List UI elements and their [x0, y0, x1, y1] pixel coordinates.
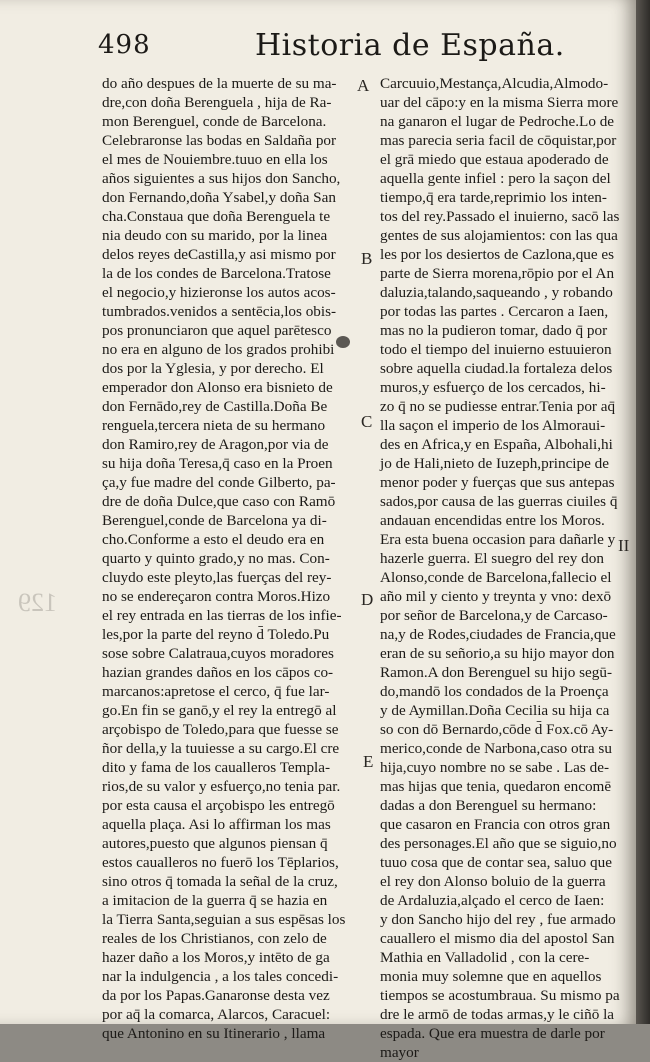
left-column-line: que Antonino en su Itinerario , llama [102, 1025, 326, 1042]
right-column-line: tiempos se acostumbraua. Su mismo pa [380, 987, 620, 1004]
left-column-line: cha.Constaua que doña Berenguela te [102, 208, 331, 225]
left-column-line: cho.Conforme a esto el deudo era en [102, 531, 325, 548]
left-column-line: nar la indulgencia , a los tales concedi- [102, 968, 339, 985]
left-column-line: hazer daño a los Moros,y intēto de ga [102, 949, 330, 966]
left-column-line: por aq̄ la comarca, Alarcos, Caracuel: [102, 1006, 331, 1023]
left-column-line: hazian grandes daños en los cāpos co- [102, 664, 334, 681]
right-column-line: tos del rey.Passado el inuierno, sacō las [380, 208, 620, 225]
right-column-line: parte de Sierra morena,rōpio por el An [380, 265, 615, 282]
left-column-line: da por los Papas.Ganaronse desta vez [102, 987, 330, 1004]
left-column-line: dito y fama de los caualleros Templa- [102, 759, 331, 776]
right-column-line: Era esta buena occasion para dañarle y [380, 531, 616, 548]
left-column-line: do año despues de la muerte de su ma- [102, 75, 337, 92]
left-column-line: nia deudo con su marido, por la linea [102, 227, 328, 244]
right-column-line: espada. Que era muestra de darle por [380, 1025, 605, 1042]
right-column-line: lla saçon el imperio de los Almoraui- [380, 417, 606, 434]
right-column-line: año mil y ciento y treynta y vno: dexō [380, 588, 612, 605]
right-edge-mark: II [618, 536, 630, 555]
left-column-line: rios,de su valor y esfuerço,no tenia par. [102, 778, 341, 795]
left-column-line: renguela,tercera nieta de su hermano [102, 417, 326, 434]
left-column-line: don Fernādo,rey de Castilla.Doña Be [102, 398, 328, 415]
left-column-line: don Ramiro,rey de Aragon,por via de [102, 436, 329, 453]
right-column-line: todo el tiempo del inuierno estuuieron [380, 341, 612, 358]
ink-smudge [336, 336, 350, 348]
right-column-line: tuuo cosa que de contar sea, saluo que [380, 854, 612, 871]
left-column-line: sino otros q̄ tomada la señal de la cruz, [102, 873, 338, 890]
right-column-line: eran de su señorio,a su hijo mayor don [380, 645, 615, 662]
margin-marker-d: D [361, 590, 374, 609]
right-column-line: des en Africa,y en España, Albohali,hi [380, 436, 613, 453]
right-text-column [380, 74, 624, 1062]
left-column-line: go.En fin se ganō,y el rey la entregō al [102, 702, 337, 719]
left-column-line: ça,y fue madre del conde Gilberto, pa- [102, 474, 336, 491]
margin-marker-a: A [357, 76, 370, 95]
right-column-line: monia muy solemne que en aquellos [380, 968, 602, 985]
right-column-line: andauan encendidas entre los Moros. [380, 512, 605, 529]
left-column-line: a imitacion de la guerra q̄ se hazia en [102, 892, 328, 909]
right-column-line: Ramon.A don Berenguel su hijo segū- [380, 664, 613, 681]
left-column-line: dre de doña Dulce,que caso con Ramō [102, 493, 336, 510]
margin-marker-e: E [363, 752, 374, 771]
right-column-line: Alonso,conde de Barcelona,fallecio el [380, 569, 612, 586]
right-column-line: por todas las partes . Cercaron a Iaen, [380, 303, 609, 320]
left-column-line: no se endereçaron contra Moros.Hizo [102, 588, 331, 605]
right-column-line: jo de Hali,nieto de Iuzeph,principe de [380, 455, 609, 472]
right-column-line: des personages.El año que se siguio,no [380, 835, 617, 852]
right-column-line: menor poder y fuerças que sus antepas [380, 474, 615, 491]
left-column-line: reales de los Christianos, con zelo de [102, 930, 327, 947]
right-column-line: hija,cuyo nombre no se sabe . Las de- [380, 759, 610, 776]
left-column-line: ñor della,y la tuuiesse a su cargo.El cre [102, 740, 340, 757]
margin-marker-b: B [361, 249, 373, 268]
left-column-line: mon Berenguel, conde de Barcelona. [102, 113, 327, 130]
right-column-line: na,y de Rodes,ciudades de Francia,que [380, 626, 616, 643]
left-column-line: quarto y quinto grado,y no mas. Con- [102, 550, 330, 567]
right-column-line: merico,conde de Narbona,caso otra su [380, 740, 612, 757]
page-header [0, 28, 636, 68]
right-column-line: mas hijas que tenia, quedaron encomē [380, 778, 612, 795]
right-column-line: y de Aymillan.Doña Cecilia su hija ca [380, 702, 610, 719]
right-column-line: cauallero el mismo dia del apostol San [380, 930, 615, 947]
left-text-column [102, 74, 362, 1043]
left-column-line: su hija doña Teresa,q̄ caso en la Proen [102, 455, 333, 472]
right-column-line: muros,y esfuerço de los cercados, hi- [380, 379, 606, 396]
left-column-line: aquella plaça. Asi lo affirman los mas [102, 816, 331, 833]
margin-marker-c: C [361, 412, 373, 431]
left-column-line: arçobispo de Toledo,para que fuesse se [102, 721, 339, 738]
left-column-line: autores,puesto que algunos piensan q̄ [102, 835, 328, 852]
left-column-line: la Tierra Santa,seguian a sus espēsas los [102, 911, 346, 928]
right-column-line: mas no la pudieron tomar, dado q̄ por [380, 322, 608, 339]
left-column-line: cluydo este pleyto,las fuerças del rey- [102, 569, 332, 586]
right-column-line: hazerle guerra. El suegro del rey don [380, 550, 604, 567]
right-column-line: que casaron en Francia con otros gran [380, 816, 611, 833]
right-column-line: daluzia,talando,saqueando , y robando [380, 284, 613, 301]
left-column-line: no era en alguno de los grados prohibi [102, 341, 335, 358]
left-column-line: les,por la parte del reyno d̄ Toledo.Pu [102, 626, 330, 643]
right-column-line: aquella gente infiel : pero la saçon del [380, 170, 611, 187]
left-column-line: dre,con doña Berenguela , hija de Ra- [102, 94, 332, 111]
left-column-line: la de los condes de Barcelona.Tratose [102, 265, 331, 282]
right-column-line: Carcuuio,Mestança,Alcudia,Almodo- [380, 75, 609, 92]
right-column-line: sados,por causa de las guerras ciuiles q̄ [380, 493, 618, 510]
left-column-line: estos caualleros no fuerō los Tēplarios, [102, 854, 339, 871]
left-column-line: dos por la Yglesia, y por derecho. El [102, 360, 324, 377]
right-column-line: sobre aquella ciudad.la fortaleza delos [380, 360, 613, 377]
right-column-line: tiempo,q̄ era tarde,reprimio los inten- [380, 189, 607, 206]
left-column-line: marcanos:apretose el cerco, q̄ fue lar- [102, 683, 330, 700]
bleed-through-number: 129 [18, 588, 57, 617]
left-column-line: el negocio,y hizieronse los autos acos- [102, 284, 336, 301]
right-column-line: na ganaron el lugar de Pedroche.Lo de [380, 113, 615, 130]
left-column-line: don Fernando,doña Ysabel,y doña San [102, 189, 336, 206]
right-column-line: mayor [380, 1044, 419, 1061]
right-column-line: el rey don Alonso boluio de la guerra [380, 873, 606, 890]
book-spine-shadow [636, 0, 650, 1024]
running-title: Historia de España. [255, 28, 565, 63]
right-column-line: y don Sancho hijo del rey , fue armado [380, 911, 616, 928]
right-column-line: do,mandō los condados de la Proença [380, 683, 609, 700]
right-column-line: dre le armō de todas armas,y le ciñō la [380, 1006, 615, 1023]
right-column-line: por señor de Barcelona,y de Carcaso- [380, 607, 608, 624]
right-column-line: so con dō Bernardo,cōde d̄ Fox.cō Ay- [380, 721, 614, 738]
right-column-line: les por los desiertos de Cazlona,que es [380, 246, 615, 263]
left-column-line: tumbrados.venidos a sentēcia,los obis- [102, 303, 337, 320]
left-column-line: Celebraronse las bodas en Saldaña por [102, 132, 337, 149]
right-column-line: dadas a don Berenguel su hermano: [380, 797, 597, 814]
left-column-line: por esta causa el arçobispo les entregō [102, 797, 335, 814]
left-column-line: el rey entrada en las tierras de los infie- [102, 607, 342, 624]
right-column-line: Mathia en Valladolid , con la cere- [380, 949, 590, 966]
right-column-line: zo q̄ no se pudiesse entrar.Tenia por aq̄ [380, 398, 616, 415]
right-column-line: uar del cāpo:y en la misma Sierra more [380, 94, 619, 111]
left-column-line: años siguientes a sus hijos don Sancho, [102, 170, 341, 187]
right-column-line: mas parecia seria facil de cōquistar,por [380, 132, 617, 149]
left-column-line: el mes de Nouiembre.tuuo en ella los [102, 151, 328, 168]
left-column-line: sose sobre Calatraua,cuyos moradores [102, 645, 334, 662]
right-column-line: de Ardaluzia,alçado el cerco de Iaen: [380, 892, 605, 909]
right-column-line: el grā miedo que estaua apoderado de [380, 151, 609, 168]
left-column-line: pos pronunciaron que aquel parētesco [102, 322, 332, 339]
left-column-line: Berenguel,conde de Barcelona ya di- [102, 512, 327, 529]
right-column-line: gentes de sus alojamientos: con las qua [380, 227, 618, 244]
left-column-line: delos reyes deCastilla,y asi mismo por [102, 246, 336, 263]
page-number: 498 [98, 30, 151, 60]
left-column-line: emperador don Alonso era bisnieto de [102, 379, 333, 396]
